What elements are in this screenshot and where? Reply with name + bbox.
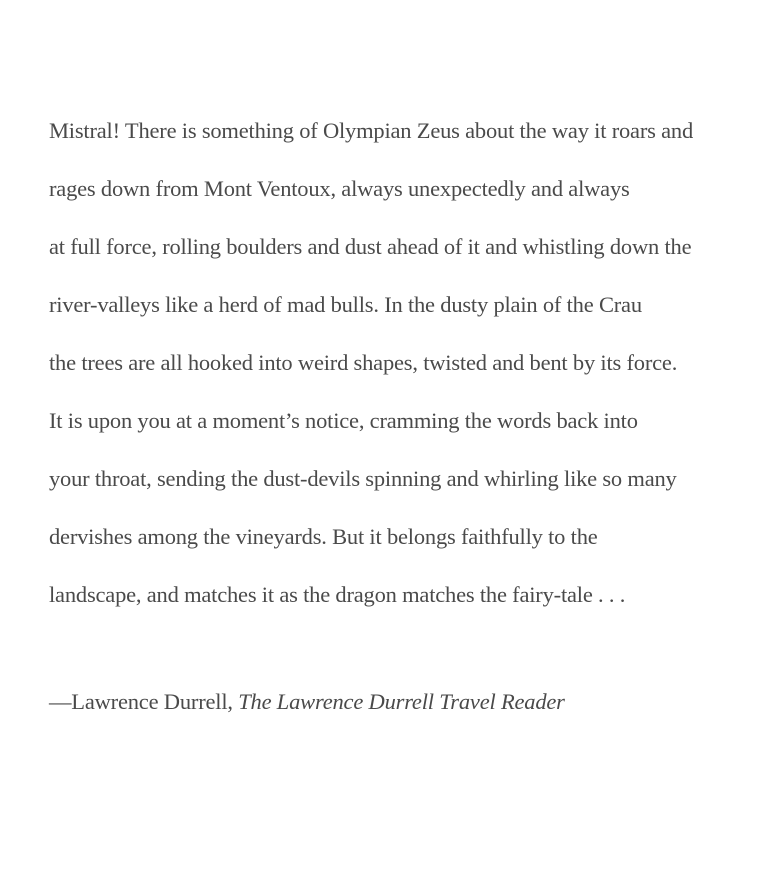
attribution (49, 689, 565, 715)
epigraph-quote (49, 108, 739, 630)
quote-line-4: river-valleys like a herd of mad bulls. In the dusty plain of the Crau (49, 292, 642, 317)
quote-line-2: rages down from Mont Ventoux, always unexpectedly and always (49, 176, 630, 201)
quote-line-3: at full force, rolling boulders and dust ahead of it and whistling down the (49, 234, 692, 259)
quote-line-8: dervishes among the vineyards. But it belongs faithfully to the (49, 524, 598, 549)
quote-line-7: your throat, sending the dust-devils spinning and whirling like so many (49, 466, 677, 491)
attribution-book-title: The Lawrence Durrell Travel Reader (238, 689, 565, 714)
quote-line-9: landscape, and matches it as the dragon matches the fairy-tale . . . (49, 582, 626, 607)
quote-line-5: the trees are all hooked into weird shapes, twisted and bent by its force. (49, 350, 678, 375)
quote-line-1: Mistral! There is something of Olympian Zeus about the way it roars and (49, 118, 693, 143)
quote-line-6: It is upon you at a moment’s notice, cramming the words back into (49, 408, 638, 433)
attribution-author: —Lawrence Durrell, (49, 689, 239, 714)
